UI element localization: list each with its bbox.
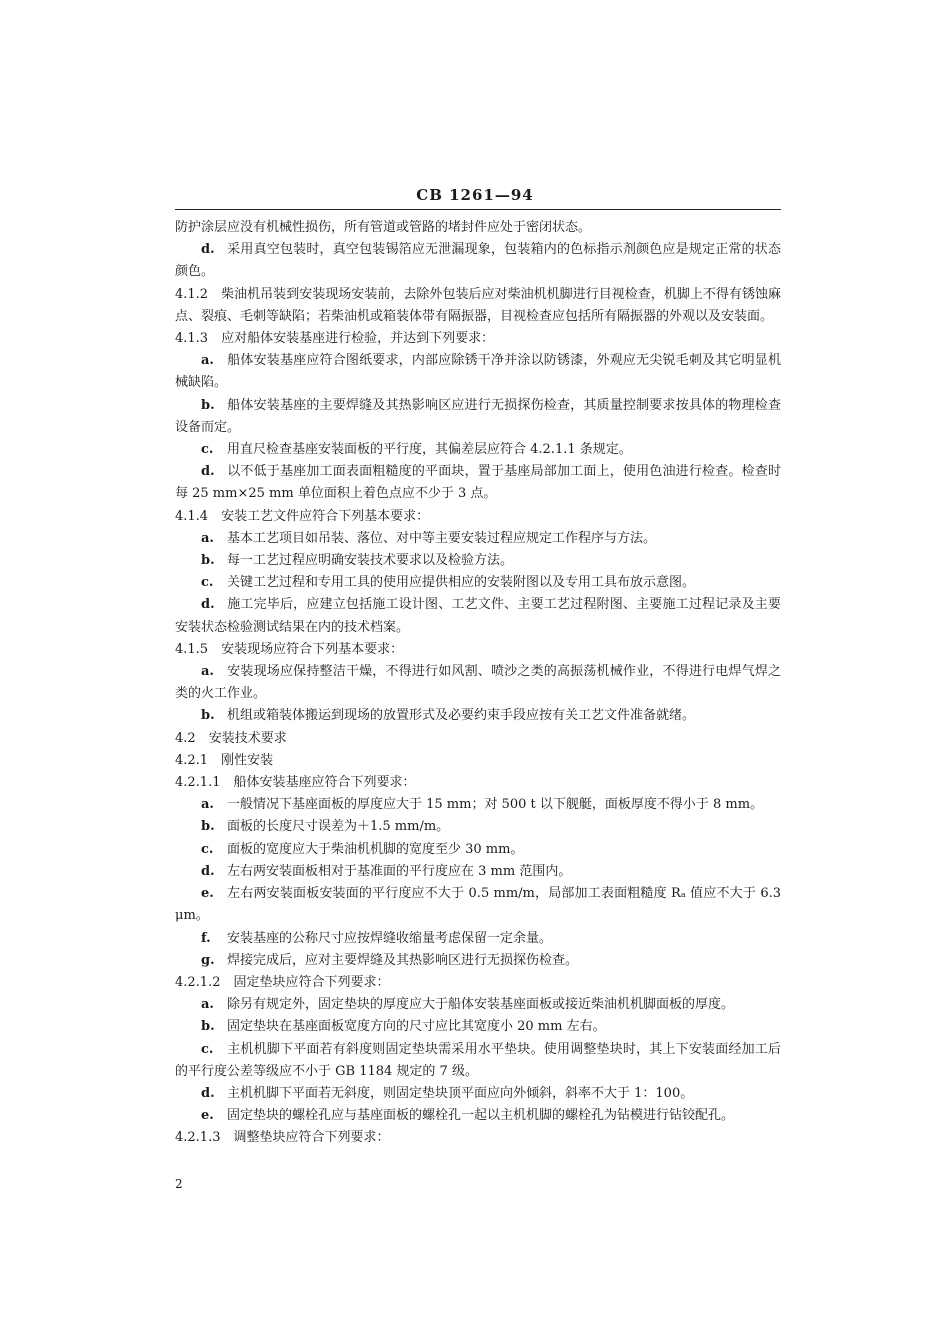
clause <box>175 772 781 794</box>
clause-text: 安装技术要求 <box>208 730 287 746</box>
clause-number: 4.1.3 <box>175 331 209 347</box>
list-item-text: 固定垫块在基座面板宽度方向的尺寸应比其宽度小 20 mm 左右。 <box>227 1019 606 1035</box>
list-item-label: d. <box>201 242 215 258</box>
list-item-label: d. <box>201 464 215 480</box>
clause <box>175 639 781 661</box>
clause-text: 应对船体安装基座进行检验，并达到下列要求： <box>221 331 495 347</box>
clause-number: 4.2.1.1 <box>175 775 221 791</box>
list-item-label: b. <box>201 553 215 569</box>
list-item <box>175 350 781 394</box>
clause-text: 刚性安装 <box>221 752 274 768</box>
list-item-label: b. <box>201 819 215 835</box>
list-item <box>175 794 781 816</box>
clause-text: 柴油机吊装到安装现场安装前，去除外包装后应对柴油机机脚进行目视检查，机脚上不得有锈蚀麻点、裂痕、毛刺等缺陷；若柴油机或箱装体带有隔振器，目视检查应包括所有隔振器的外观以及安装面。 <box>175 286 781 324</box>
list-item-label: d. <box>201 597 215 613</box>
paragraph-text: 防护涂层应没有机械性损伤，所有管道或管路的堵封件应处于密闭状态。 <box>175 220 592 235</box>
list-item-label: f. <box>201 930 211 946</box>
list-item <box>175 439 781 461</box>
list-item-text: 关键工艺过程和专用工具的使用应提供相应的安装附图以及专用工具布放示意图。 <box>227 575 696 591</box>
list-item-label: a. <box>201 353 214 369</box>
list-item-label: c. <box>201 1041 214 1057</box>
list-item <box>175 816 781 838</box>
list-item-text: 焊接完成后，应对主要焊缝及其热影响区进行无损探伤检查。 <box>227 952 579 968</box>
list-item <box>175 572 781 594</box>
header-rule <box>175 209 781 210</box>
list-item-text: 左右两安装面板相对于基准面的平行度应在 3 mm 范围内。 <box>227 863 572 879</box>
list-item <box>175 861 781 883</box>
clause-number: 4.2.1.3 <box>175 1130 221 1146</box>
list-item-text: 安装现场应保持整洁干燥，不得进行如风割、喷沙之类的高振荡机械作业，不得进行电焊气焊之类的火工作业。 <box>175 664 781 702</box>
list-item-label: a. <box>201 664 214 680</box>
list-item-text: 除另有规定外，固定垫块的厚度应大于船体安装基座面板或接近柴油机机脚面板的厚度。 <box>227 997 735 1013</box>
list-item <box>175 705 781 727</box>
paragraph-continuation <box>175 217 781 239</box>
list-item <box>175 550 781 572</box>
list-item-text: 机组或箱装体搬运到现场的放置形式及必要约束手段应按有关工艺文件准备就绪。 <box>227 708 696 724</box>
clause-text: 安装工艺文件应符合下列基本要求： <box>221 508 430 524</box>
list-item-label: c. <box>201 442 214 458</box>
list-item <box>175 839 781 861</box>
clause-number: 4.2 <box>175 730 196 746</box>
list-item-label: b. <box>201 708 215 724</box>
list-item <box>175 239 781 283</box>
list-item <box>175 1105 781 1127</box>
list-item-label: b. <box>201 1019 215 1035</box>
clause-number: 4.2.1.2 <box>175 974 221 990</box>
clause-number: 4.2.1 <box>175 752 209 768</box>
list-item-text: 采用真空包装时，真空包装锡箔应无泄漏现象，包装箱内的色标指示剂颜色应是规定正常的状态颜色。 <box>175 242 781 280</box>
list-item <box>175 950 781 972</box>
clause <box>175 506 781 528</box>
clause <box>175 328 781 350</box>
clause-number: 4.1.5 <box>175 641 209 657</box>
list-item-label: e. <box>201 886 214 902</box>
list-item <box>175 594 781 638</box>
list-item <box>175 528 781 550</box>
list-item-label: c. <box>201 575 214 591</box>
list-item-text: 每一工艺过程应明确安装技术要求以及检验方法。 <box>227 553 514 569</box>
clause <box>175 728 781 750</box>
list-item-label: c. <box>201 841 214 857</box>
clause-text: 调整垫块应符合下列要求： <box>233 1130 390 1146</box>
list-item <box>175 1083 781 1105</box>
list-item-text: 主机机脚下平面若有斜度则固定垫块需采用水平垫块。使用调整垫块时，其上下安装面经加工后的平行度公差等级应不小于 GB 1184 规定的 7 级。 <box>175 1041 781 1079</box>
page-number: 2 <box>175 1177 183 1191</box>
clause-number: 4.1.4 <box>175 508 209 524</box>
list-item-text: 安装基座的公称尺寸应按焊缝收缩量考虑保留一定余量。 <box>227 930 553 946</box>
list-item-label: a. <box>201 997 214 1013</box>
clause <box>175 750 781 772</box>
list-item-text: 用直尺检查基座安装面板的平行度，其偏差层应符合 4.2.1.1 条规定。 <box>227 442 632 458</box>
list-item <box>175 661 781 705</box>
list-item <box>175 395 781 439</box>
list-item <box>175 1039 781 1083</box>
list-item-text: 基本工艺项目如吊装、落位、对中等主要安装过程应规定工作程序与方法。 <box>227 530 657 546</box>
clause-text: 安装现场应符合下列基本要求： <box>221 641 404 657</box>
page-header: CB 1261—94 <box>416 186 534 204</box>
list-item-text: 船体安装基座应符合图纸要求，内部应除锈干净并涂以防锈漆，外观应无尖锐毛刺及其它明显机械缺陷。 <box>175 353 781 391</box>
list-item-text: 主机机脚下平面若无斜度，则固定垫块顶平面应向外倾斜，斜率不大于 1：100。 <box>227 1085 694 1101</box>
list-item-text: 以不低于基座加工面表面粗糙度的平面块，置于基座局部加工面上，使用色油进行检查。检查时每 25 mm×25 mm 单位面积上着色点应不少于 3 点。 <box>175 464 781 502</box>
list-item-label: e. <box>201 1108 214 1124</box>
document-body <box>175 217 781 1150</box>
clause-number: 4.1.2 <box>175 286 209 302</box>
list-item <box>175 928 781 950</box>
list-item-text: 施工完毕后，应建立包括施工设计图、工艺文件、主要工艺过程附图、主要施工过程记录及主要安装状态检验测试结果在内的技术档案。 <box>175 597 781 635</box>
list-item-label: b. <box>201 397 215 413</box>
list-item <box>175 883 781 927</box>
clause <box>175 284 781 328</box>
list-item <box>175 461 781 505</box>
list-item-label: a. <box>201 797 214 813</box>
list-item-label: d. <box>201 863 215 879</box>
list-item <box>175 994 781 1016</box>
list-item-label: d. <box>201 1085 215 1101</box>
list-item-text: 一般情况下基座面板的厚度应大于 15 mm；对 500 t 以下舰艇，面板厚度不得小于 8 mm。 <box>227 797 764 813</box>
clause <box>175 1127 781 1149</box>
list-item-text: 面板的长度尺寸误差为＋1.5 mm/m。 <box>227 819 450 835</box>
clause <box>175 972 781 994</box>
list-item-text: 面板的宽度应大于柴油机机脚的宽度至少 30 mm。 <box>227 841 524 857</box>
list-item-label: a. <box>201 530 214 546</box>
list-item-text: 船体安装基座的主要焊缝及其热影响区应进行无损探伤检查，其质量控制要求按具体的物理检查设备而定。 <box>175 397 781 435</box>
clause-text: 船体安装基座应符合下列要求： <box>233 775 416 791</box>
list-item-text: 固定垫块的螺栓孔应与基座面板的螺栓孔一起以主机机脚的螺栓孔为钻模进行钻铰配孔。 <box>227 1108 735 1124</box>
list-item <box>175 1016 781 1038</box>
clause-text: 固定垫块应符合下列要求： <box>233 974 390 990</box>
list-item-text: 左右两安装面板安装面的平行度应不大于 0.5 mm/m，局部加工表面粗糙度 Rₐ 值应不大于 6.3 μm。 <box>175 886 781 924</box>
list-item-label: g. <box>201 952 215 968</box>
